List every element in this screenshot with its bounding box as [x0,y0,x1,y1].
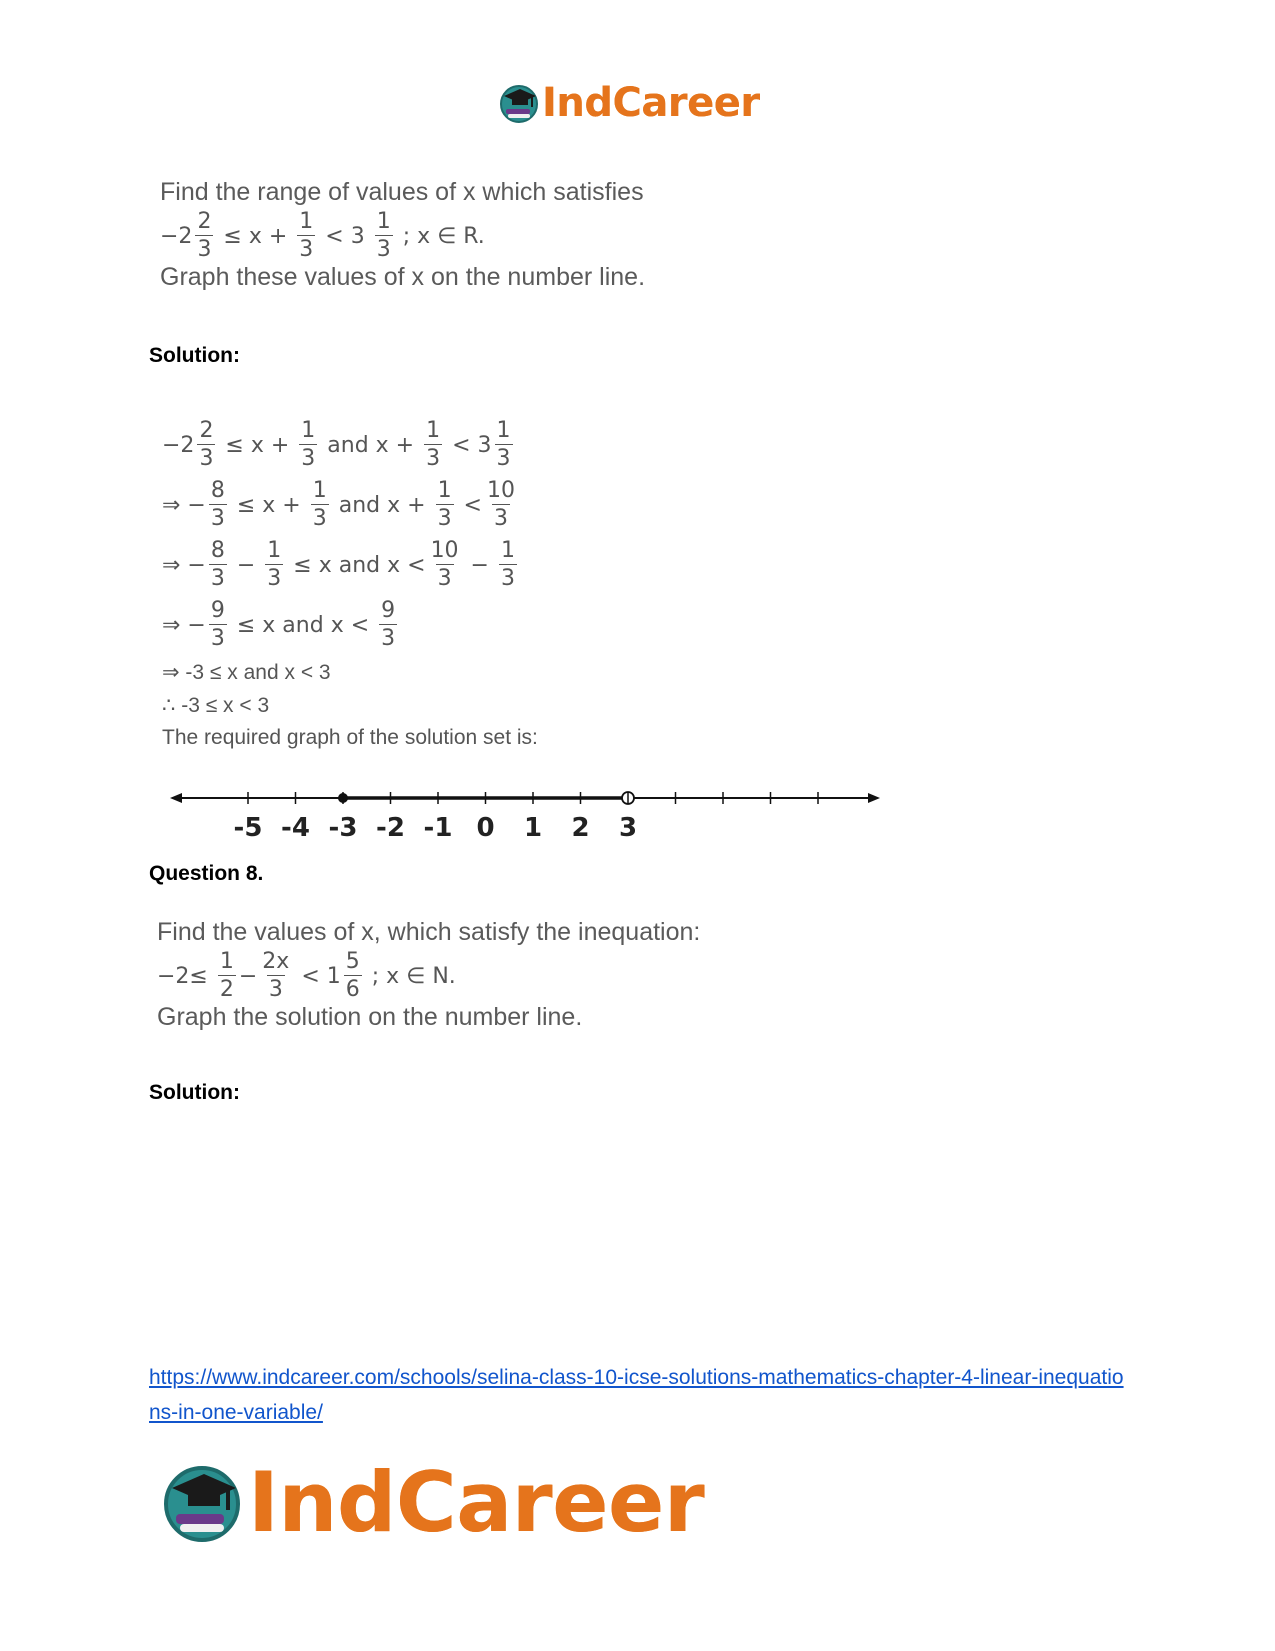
step-2: ⇒ − $\frac{8}{3}$ ≤ x + $\frac{1}{3}$ and x + $\frac{1}{3}$ < $\frac{10}{3}$ [162,478,515,531]
step-7: The required graph of the solution set is: [162,726,538,749]
number-line [168,786,928,856]
graduation-cap-icon [160,1460,244,1544]
header-logo [498,78,760,128]
logo-wordmark: IndCareer [248,1453,705,1551]
graduation-cap-icon [498,82,540,124]
left-arrow [170,793,182,803]
q7-line3: Graph these values of x on the number line. [160,263,646,291]
tick-label: -1 [423,813,453,843]
step-1: −2 $\frac{2}{3}$ ≤ x + $\frac{1}{3}$ and x + $\frac{1}{3}$ < 3 $\frac{1}{3}$ [162,418,511,471]
q7-problem [160,178,645,292]
fraction: $\frac{1}{3}$ [299,209,314,262]
q7-solution-steps [162,420,538,750]
source-link[interactable]: https://www.indcareer.com/schools/selina-class-10-icse-solutions-mathematics-chapter-4-linear-inequations-in-one-variable/ [149,1366,1124,1424]
tick-label: -4 [281,813,310,843]
logo-wordmark: IndCareer [542,80,760,126]
q7-solution-label: Solution: [149,344,240,367]
q7-inequality: −2 $\frac{2}{3}$ ≤ x + $\frac{1}{3}$ < 3 $\frac{1}{3}$ ; x ∈ R. [160,209,485,262]
step-4: ⇒ − $\frac{9}{3}$ ≤ x and x < $\frac{9}{3}$ [162,598,396,651]
step-6: ∴ -3 ≤ x < 3 [162,694,270,717]
tick-label: -5 [233,813,263,843]
q8-label: Question 8. [149,862,264,885]
q8-solution-label: Solution: [149,1081,240,1104]
footer-logo [160,1454,704,1550]
fraction: $\frac{2}{3}$ [197,209,212,262]
right-arrow [868,793,880,803]
tick-label: 1 [523,813,543,843]
q8-line3: Graph the solution on the number line. [157,1003,583,1031]
q7-line1: Find the range of values of x which satisfies [160,178,644,206]
tick-label: -3 [328,813,358,843]
step-3: ⇒ − $\frac{8}{3}$ − $\frac{1}{3}$ ≤ x and x < $\frac{10}{3}$ − $\frac{1}{3}$ [162,538,515,591]
tick-label: 0 [476,813,495,843]
tick-label: -2 [376,813,405,843]
q8-line1: Find the values of x, which satisfy the inequation: [157,918,701,946]
q8-problem [157,918,700,1032]
step-5: ⇒ -3 ≤ x and x < 3 [162,661,331,684]
q8-inequality: −2≤ $\frac{1}{2}$ − $\frac{2x}{3}$ < 1 $\frac{5}{6}$ ; x ∈ N. [157,949,456,1002]
tick-label: 2 [571,813,590,843]
number-line-axis [170,792,880,804]
fraction: $\frac{1}{3}$ [376,209,391,262]
tick-label: 3 [618,813,638,843]
